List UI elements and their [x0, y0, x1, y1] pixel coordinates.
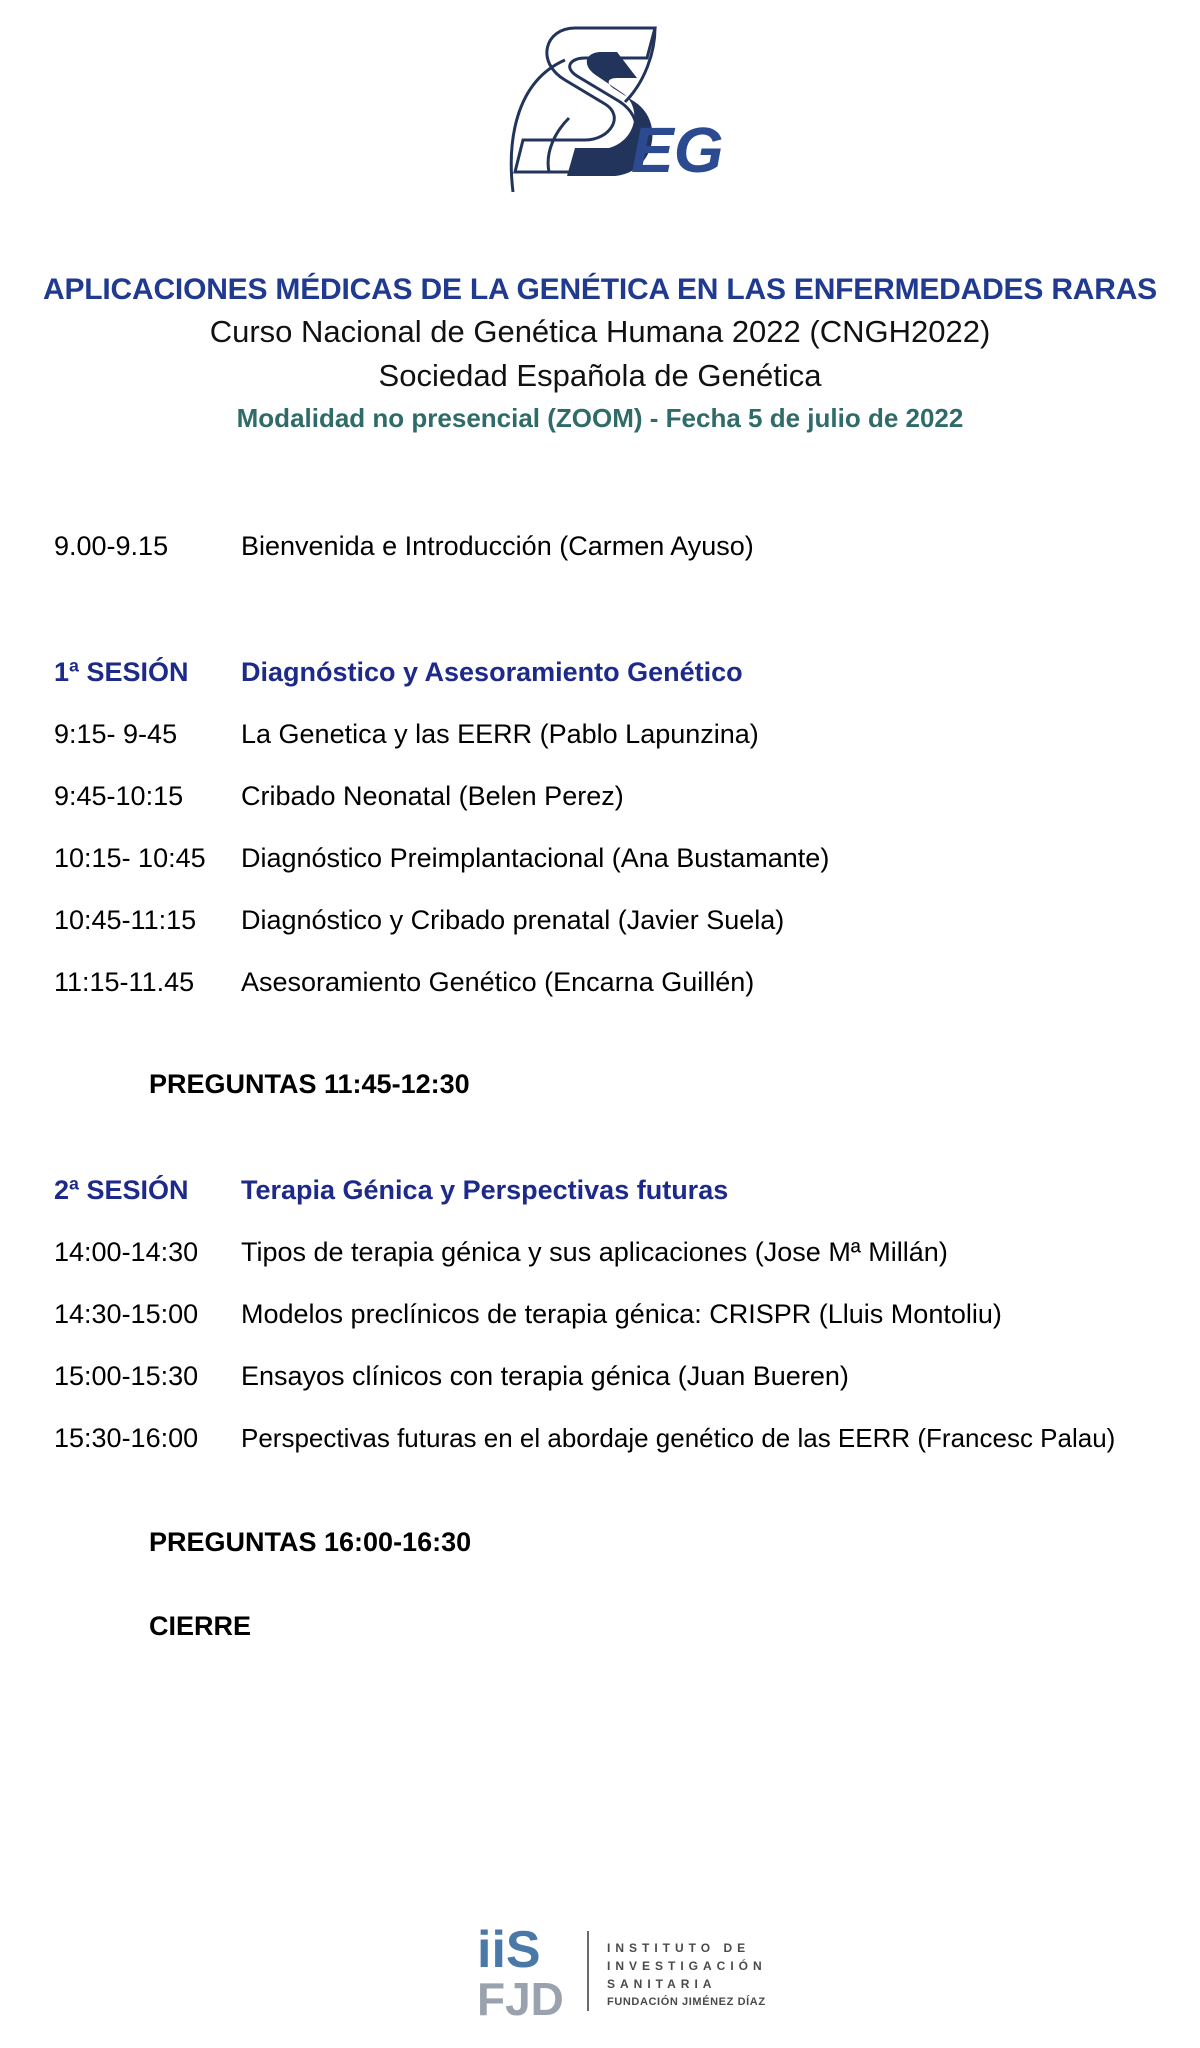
- agenda-time: 10:15- 10:45: [54, 843, 206, 873]
- agenda-time: 9:15- 9-45: [54, 719, 178, 749]
- seg-logo: [505, 22, 745, 198]
- document-header: [0, 270, 1200, 438]
- institute-line: INSTITUTO DE: [607, 1941, 751, 1955]
- agenda-time: 11:15-11.45: [54, 967, 195, 997]
- session-label: 2ª SESIÓN: [54, 1175, 189, 1205]
- closing-label: CIERRE: [149, 1611, 252, 1641]
- agenda-time: 9.00-9.15: [54, 531, 169, 561]
- agenda-description: Ensayos clínicos con terapia génica (Juan Bueren): [241, 1361, 849, 1391]
- institute-name: [607, 1939, 767, 2011]
- agenda-time: 14:30-15:00: [54, 1299, 199, 1329]
- agenda-description: Bienvenida e Introducción (Carmen Ayuso): [241, 531, 754, 561]
- session-title: Terapia Génica y Perspectivas futuras: [241, 1175, 729, 1205]
- agenda-description: Modelos preclínicos de terapia génica: CRISPR (Lluis Montoliu): [241, 1299, 1002, 1329]
- institute-line: SANITARIA: [607, 1977, 717, 1991]
- agenda-time: 9:45-10:15: [54, 781, 184, 811]
- agenda-description: Perspectivas futuras en el abordaje genético de las EERR (Francesc Palau): [241, 1423, 1116, 1453]
- agenda-time: 10:45-11:15: [54, 905, 197, 935]
- session-title: Diagnóstico y Asesoramiento Genético: [241, 657, 743, 687]
- institute-line: INVESTIGACIÓN: [607, 1959, 767, 1973]
- course-modality: Modalidad no presencial (ZOOM) - Fecha 5 de julio de 2022: [236, 403, 964, 433]
- session-1-questions: PREGUNTAS 11:45-12:30: [149, 1069, 470, 1099]
- footer-divider: [587, 1931, 589, 2011]
- fjd-letters: FJD: [477, 1973, 564, 2019]
- agenda-description: Asesoramiento Genético (Encarna Guillén): [241, 967, 755, 997]
- agenda-description: Tipos de terapia génica y sus aplicaciones (Jose Mª Millán): [241, 1237, 948, 1267]
- iis-fjd-logo: [477, 1923, 777, 2019]
- society-name: Sociedad Española de Genética: [378, 358, 822, 393]
- course-name: Curso Nacional de Genética Humana 2022 (CNGH2022): [209, 314, 991, 349]
- agenda-time: 15:00-15:30: [54, 1361, 199, 1391]
- session-2-questions: PREGUNTAS 16:00-16:30: [149, 1527, 472, 1557]
- agenda-description: Diagnóstico Preimplantacional (Ana Bustamante): [241, 843, 830, 873]
- agenda-description: Diagnóstico y Cribado prenatal (Javier Suela): [241, 905, 785, 935]
- seg-logo-graphic: [505, 22, 745, 198]
- seg-logo-letters: EG: [631, 114, 724, 186]
- iis-fjd-mark: [477, 1923, 582, 2019]
- institute-line: FUNDACIÓN JIMÉNEZ DÍAZ: [607, 1996, 766, 2008]
- course-title: APLICACIONES MÉDICAS DE LA GENÉTICA EN LAS ENFERMEDADES RARAS: [43, 273, 1157, 306]
- session-label: 1ª SESIÓN: [54, 657, 189, 687]
- agenda-time: 14:00-14:30: [54, 1237, 199, 1267]
- agenda-description: La Genetica y las EERR (Pablo Lapunzina): [241, 719, 759, 749]
- agenda-description: Cribado Neonatal (Belen Perez): [241, 781, 624, 811]
- agenda-time: 15:30-16:00: [54, 1423, 199, 1453]
- iis-letters: iiS: [477, 1923, 541, 1979]
